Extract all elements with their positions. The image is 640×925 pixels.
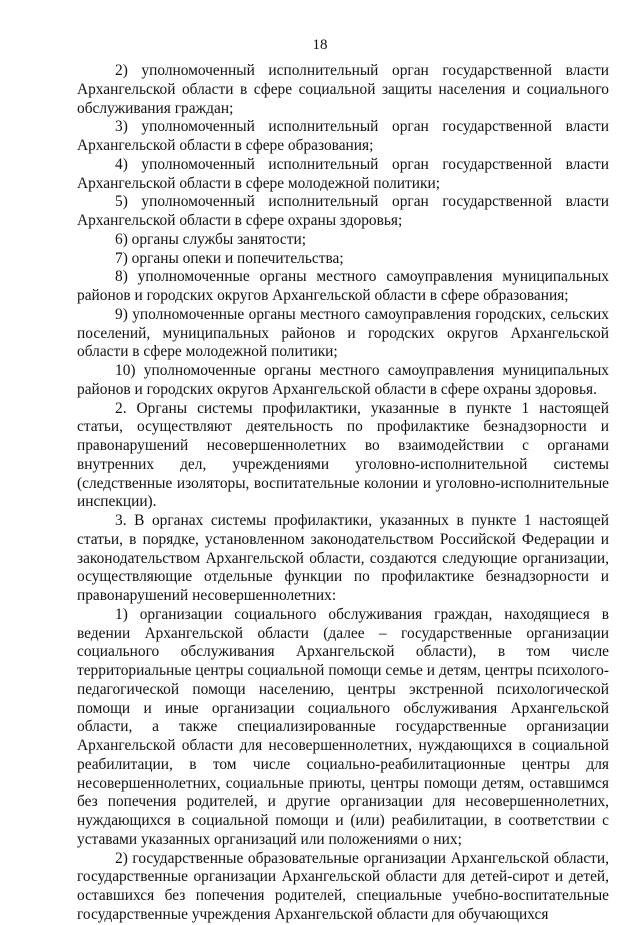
paragraph: 10) уполномоченные органы местного самоуправления муниципальных районов и городских округов Архангельской области в сфере охраны здоровья. — [77, 362, 609, 398]
paragraph: 5) уполномоченный исполнительный орган государственной власти Архангельской области в сфере охраны здоровья; — [77, 193, 609, 229]
paragraph: 2) уполномоченный исполнительный орган государственной власти Архангельской области в сфере социальной защиты населения и социального обслуживания граждан; — [77, 62, 609, 117]
paragraph: 8) уполномоченные органы местного самоуправления муниципальных районов и городских округов Архангельской области в сфере образования; — [77, 268, 609, 304]
paragraph: 2. Органы системы профилактики, указанные в пункте 1 настоящей статьи, осуществляют деятельность по профилактике безнадзорности и правонарушений несовершеннолетних во взаимодействии с органами внутренних дел, учреждениями уголовно-исполнительной системы (следственные изоляторы, воспитательные колонии и уголовно-исполнительные инспекции). — [77, 399, 609, 511]
paragraph: 1) организации социального обслуживания граждан, находящиеся в ведении Архангельской области (далее – государственные организации социального обслуживания Архангельской области), в том числе территориальные центры социальной помощи семье и детям, центры психолого-педагогической помощи населению, центры экстренной психологической помощи и иные организации социального обслуживания Архангельской области, а также специализированные государственные организации Архангельской области для несовершеннолетних, нуждающихся в социальной реабилитации, в том числе социально-реабилитационные центры для несовершеннолетних, социальные приюты, центры помощи детям, оставшимся без попечения родителей, и другие организации для несовершеннолетних, нуждающихся в социальной помощи и (или) реабилитации, в соответствии с уставами указанных организаций или положениями о них; — [77, 605, 609, 848]
paragraph: 7) органы опеки и попечительства; — [115, 249, 344, 267]
paragraph: 4) уполномоченный исполнительный орган государственной власти Архангельской области в сфере молодежной политики; — [77, 155, 609, 192]
page-number: 18 — [312, 37, 328, 53]
paragraph: 3. В органах системы профилактики, указанных в пункте 1 настоящей статьи, в порядке, установленном законодательством Российской Федерации и законодательством Архангельской области, создаются следующие организации, осуществляющие отдельные функции по профилактике безнадзорности и правонарушений несовершеннолетних: — [77, 512, 609, 604]
paragraph: 3) уполномоченный исполнительный орган государственной власти Архангельской области в сфере образования; — [77, 118, 609, 154]
paragraph: 2) государственные образовательные организации Архангельской области, государственные организации Архангельской области для детей-сирот и детей, оставшихся без попечения родителей, специальные учебно-воспитательные государственные учреждения Архангельской области для обучающихся — [77, 849, 609, 923]
document-body — [77, 62, 609, 925]
paragraph: 6) органы службы занятости; — [115, 230, 306, 248]
paragraph: 9) уполномоченные органы местного самоуправления городских, сельских поселений, муниципальных районов и городских округов Архангельской области в сфере молодежной политики; — [77, 305, 609, 361]
